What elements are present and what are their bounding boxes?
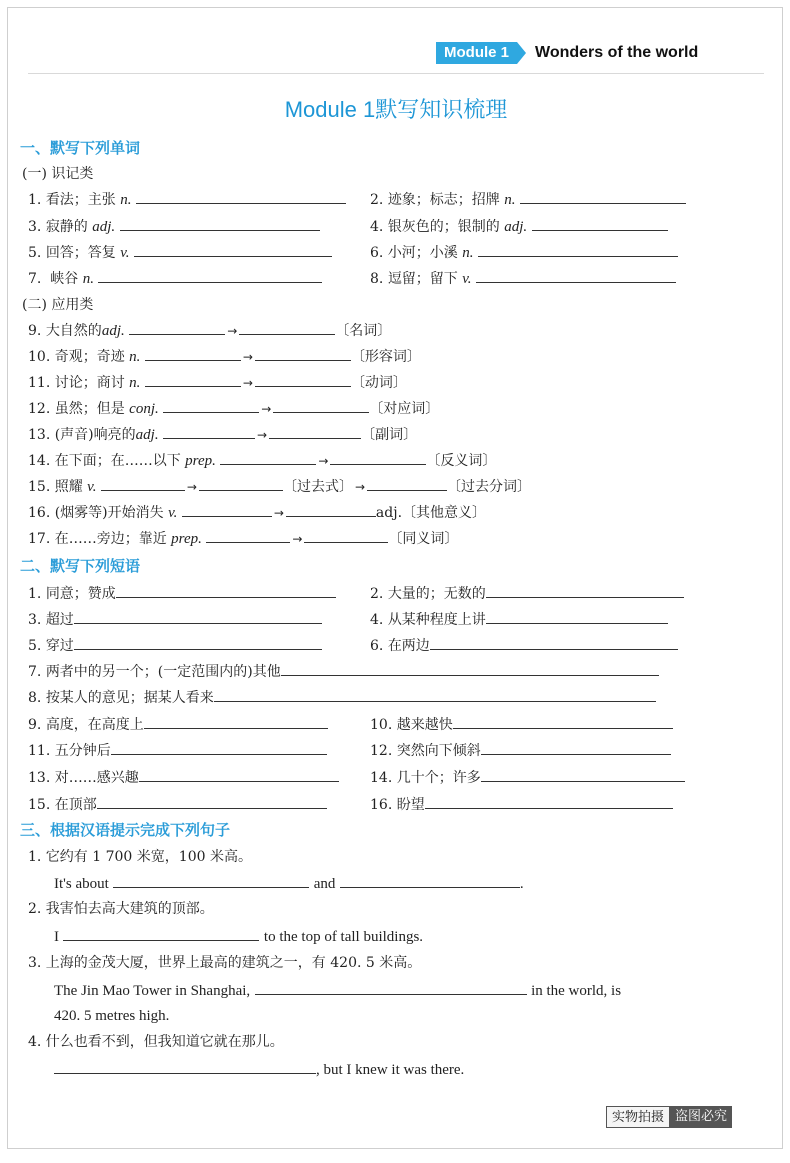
answer-blank[interactable] <box>486 608 668 624</box>
arrow-icon: → <box>354 480 366 494</box>
answer-blank[interactable] <box>532 215 668 231</box>
module-header <box>436 42 698 64</box>
sentence-4-en: , but I knew it was there. <box>54 1058 730 1080</box>
sentence-3-en-cont: 420. 5 metres high. <box>54 1008 170 1024</box>
answer-blank[interactable] <box>129 319 225 335</box>
sentence-3-cn: 3. 上海的金茂大厦，世界上最高的建筑之一，有 420. 5 米高。 <box>28 955 422 971</box>
page-title: Module 1默写知识梳理 <box>284 97 508 122</box>
answer-blank[interactable] <box>255 371 351 387</box>
answer-blank[interactable] <box>120 215 320 231</box>
answer-blank[interactable] <box>481 739 671 755</box>
phrase-row: 8. 按某人的意见；据某人看来 <box>28 686 704 708</box>
sentence-2-cn: 2. 我害怕去高大建筑的顶部。 <box>28 901 214 917</box>
answer-blank[interactable] <box>430 634 678 650</box>
apply-row: 17. 在……旁边；靠近 prep. → 〔同义词〕 <box>28 527 704 549</box>
answer-blank[interactable] <box>269 423 361 439</box>
phrase-row: 11. 五分钟后 12. 突然向下倾斜 <box>28 739 704 761</box>
answer-blank[interactable] <box>206 527 290 543</box>
phrase-row: 13. 对……感兴趣 14. 几十个；许多 <box>28 766 704 788</box>
phrase-row: 3. 超过 4. 从某种程度上讲 <box>28 608 704 630</box>
phrase-row: 7. 两者中的另一个；(一定范围内的)其他 <box>28 660 704 682</box>
word-row: 1. 看法；主张 n. 2. 迹象；标志；招牌 n. <box>28 188 704 210</box>
word-row: 5. 回答；答复 v. 6. 小河；小溪 n. <box>28 241 704 263</box>
apply-row: 10. 奇观；奇迹 n. → 〔形容词〕 <box>28 345 704 367</box>
answer-blank[interactable] <box>273 397 369 413</box>
apply-row: 12. 虽然；但是 conj. → 〔对应词〕 <box>28 397 704 419</box>
answer-blank[interactable] <box>281 660 659 676</box>
answer-blank[interactable] <box>54 1058 316 1074</box>
arrow-icon: → <box>242 376 253 390</box>
section1-heading: 一、默写下列单词 <box>20 139 141 157</box>
answer-blank[interactable] <box>145 345 241 361</box>
answer-blank[interactable] <box>255 979 527 995</box>
worksheet-page <box>7 7 783 1149</box>
answer-blank[interactable] <box>330 449 426 465</box>
section1-sub2: (二) 应用类 <box>22 297 94 313</box>
answer-blank[interactable] <box>286 501 376 517</box>
module-title: Wonders of the world <box>535 44 699 61</box>
answer-blank[interactable] <box>340 872 520 888</box>
answer-blank[interactable] <box>144 713 328 729</box>
answer-blank[interactable] <box>63 925 259 941</box>
answer-blank[interactable] <box>139 766 339 782</box>
apply-row: 14. 在下面；在……以下 prep. → 〔反义词〕 <box>28 449 704 471</box>
arrow-icon: → <box>257 428 268 442</box>
answer-blank[interactable] <box>74 608 322 624</box>
answer-blank[interactable] <box>116 582 336 598</box>
answer-blank[interactable] <box>425 793 673 809</box>
arrow-icon: → <box>292 532 303 546</box>
answer-blank[interactable] <box>113 872 309 888</box>
answer-blank[interactable] <box>214 686 656 702</box>
answer-blank[interactable] <box>220 449 316 465</box>
answer-blank[interactable] <box>145 371 241 387</box>
answer-blank[interactable] <box>163 397 259 413</box>
answer-blank[interactable] <box>304 527 388 543</box>
answer-blank[interactable] <box>476 267 676 283</box>
answer-blank[interactable] <box>134 241 332 257</box>
answer-blank[interactable] <box>520 188 686 204</box>
phrase-row: 9. 高度，在高度上 10. 越来越快 <box>28 713 704 735</box>
section2-heading: 二、默写下列短语 <box>20 557 141 575</box>
sentence-2-en: I to the top of tall buildings. <box>54 925 730 947</box>
arrow-icon: → <box>186 480 197 494</box>
stamp-right: 盗图必究 <box>670 1106 732 1128</box>
answer-blank[interactable] <box>101 475 185 491</box>
apply-row: 9. 大自然的adj. → 〔名词〕 <box>28 319 704 341</box>
answer-blank[interactable] <box>97 793 327 809</box>
answer-blank[interactable] <box>136 188 346 204</box>
sentence-1-en: It's about and . <box>54 872 730 894</box>
answer-blank[interactable] <box>182 501 272 517</box>
answer-blank[interactable] <box>486 582 684 598</box>
word-row: 3. 寂静的 adj. 4. 银灰色的；银制的 adj. <box>28 215 704 237</box>
answer-blank[interactable] <box>453 713 673 729</box>
apply-row: 16. (烟雾等)开始消失 v. → adj.〔其他意义〕 <box>28 501 704 523</box>
apply-row: 13. (声音)响亮的adj. → 〔副词〕 <box>28 423 704 445</box>
arrow-icon: → <box>273 506 284 520</box>
answer-blank[interactable] <box>163 423 255 439</box>
answer-blank[interactable] <box>74 634 322 650</box>
answer-blank[interactable] <box>481 766 685 782</box>
section1-sub1: (一) 识记类 <box>22 166 94 182</box>
phrase-row: 15. 在顶部 16. 盼望 <box>28 793 704 815</box>
sentence-3-en: The Jin Mao Tower in Shanghai, in the world, is <box>54 979 704 1001</box>
answer-blank[interactable] <box>199 475 283 491</box>
arrow-icon: → <box>242 350 253 364</box>
word-row: 7. 峡谷 n. 8. 逗留；留下 v. <box>28 267 704 289</box>
apply-row: 15. 照耀 v. → 〔过去式〕 → 〔过去分词〕 <box>28 475 704 497</box>
sentence-4-cn: 4. 什么也看不到，但我知道它就在那儿。 <box>28 1034 284 1050</box>
answer-blank[interactable] <box>367 475 447 491</box>
answer-blank[interactable] <box>478 241 678 257</box>
answer-blank[interactable] <box>255 345 351 361</box>
header-divider <box>28 73 764 74</box>
answer-blank[interactable] <box>98 267 322 283</box>
sentence-1-cn: 1. 它约有 1 700 米宽，100 米高。 <box>28 849 252 865</box>
module-tag: Module 1 <box>436 42 517 64</box>
answer-blank[interactable] <box>111 739 327 755</box>
section3-heading: 三、根据汉语提示完成下列句子 <box>20 821 231 839</box>
watermark-stamp <box>606 1106 732 1128</box>
arrow-icon: → <box>261 402 272 416</box>
phrase-row: 5. 穿过 6. 在两边 <box>28 634 704 656</box>
arrow-icon: → <box>318 454 329 468</box>
answer-blank[interactable] <box>239 319 335 335</box>
apply-row: 11. 讨论；商讨 n. → 〔动词〕 <box>28 371 704 393</box>
arrow-icon: → <box>227 324 238 338</box>
phrase-row: 1. 同意；赞成 2. 大量的；无数的 <box>28 582 704 604</box>
stamp-left: 实物拍摄 <box>606 1106 670 1128</box>
